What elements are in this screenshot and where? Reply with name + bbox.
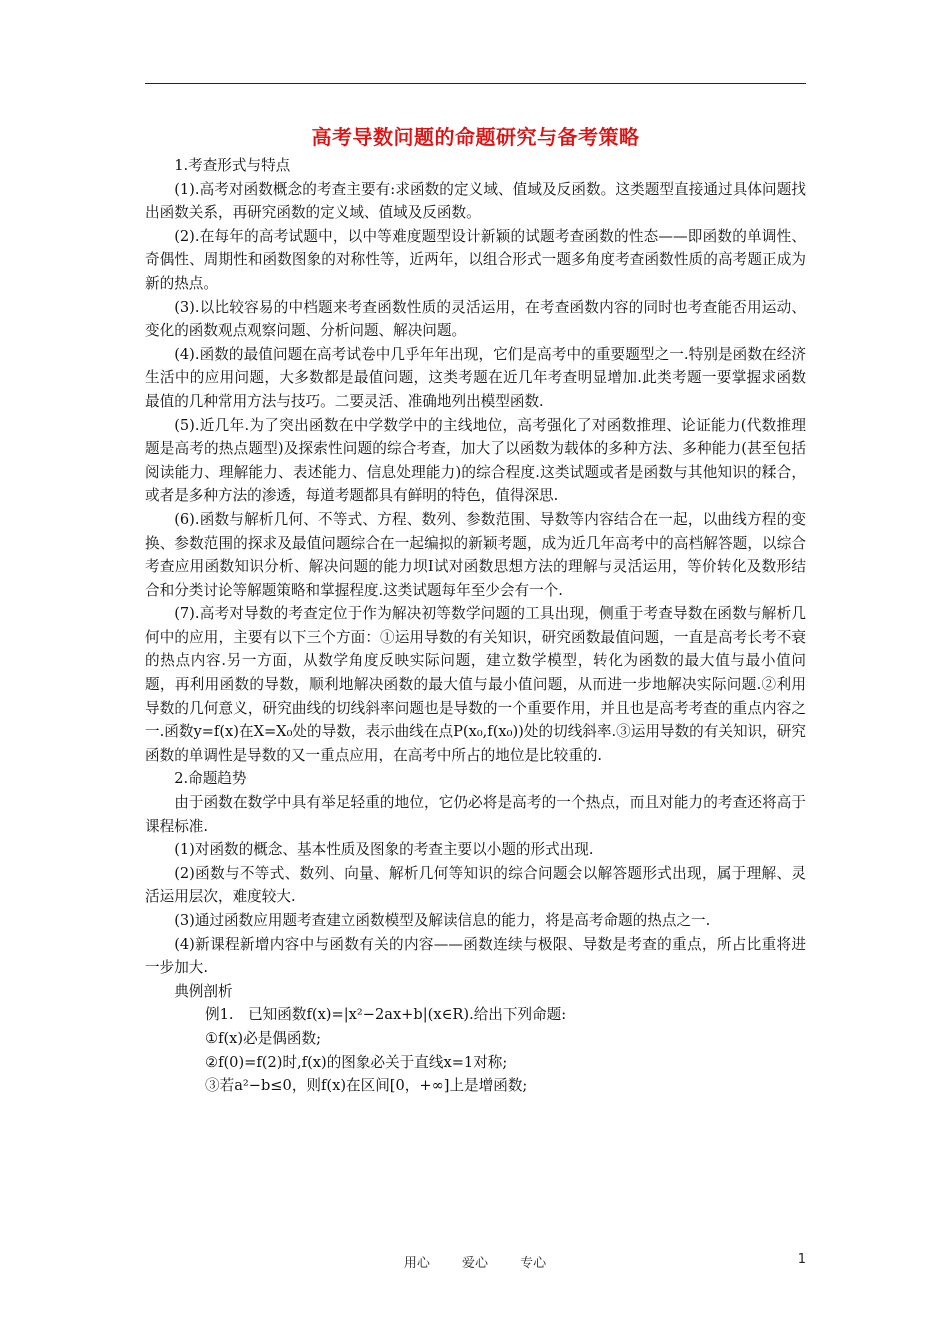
section-heading: 2.命题趋势 — [174, 770, 247, 788]
footer-word: 爱心 — [461, 1256, 488, 1271]
paragraph: 1.考查形式与特点 — [174, 157, 291, 174]
paragraph: (2)函数与不等式、数列、向量、解析几何等知识的综合问题会以解答题形式出现，属于理解、灵活运用层次，难度较大. — [145, 864, 806, 906]
paragraph: (1)对函数的概念、基本性质及图象的考查主要以小题的形式出现. — [174, 841, 594, 859]
page-title: 高考导数问题的命题研究与备考策略 — [311, 125, 640, 149]
example-item: ②f(0)=f(2)时,f(x)的图象必关于直线x=1对称; — [205, 1053, 508, 1071]
example-statement: 例1. 已知函数f(x)=|x²−2ax+b|(x∈R).给出下列命题: — [205, 1006, 567, 1024]
paragraph: (6).函数与解析几何、不等式、方程、数列、参数范围、导数等内容结合在一起，以曲线方程的变换、参数范围的探求及最值问题综合在一起编拟的新颖考题，成为近几年高考中的高档解答题，以综合考查应用函数知识分析、解决问题的能力坝Ⅰ试对函数思想方法的理解与灵活运用，等价转化及数形结合和分类讨论等解题策略和掌握程度.这类试题每年至少会有一个. — [145, 510, 806, 599]
paragraph: (1).高考对函数概念的考查主要有:求函数的定义域、值域及反函数。这类题型直接通过具体问题找出函数关系，再研究函数的定义域、值域及反函数。 — [145, 180, 806, 222]
paragraph: (5).近几年.为了突出函数在中学数学中的主线地位，高考强化了对函数推理、论证能力(代数推理题是高考的热点题型)及探索性问题的综合考查，加大了以函数为载体的多种方法、多种能力(甚至包括阅读能力、理解能力、表述能力、信息处理能力)的综合程度.这类试题或者是函数与其他知识的糅合，或者是多种方法的渗透，每道考题都具有鲜明的特色，值得深思. — [145, 416, 806, 505]
paragraph: (3)通过函数应用题考查建立函数模型及解读信息的能力，将是高考命题的热点之一. — [174, 912, 711, 929]
footer-word: 专心 — [520, 1256, 547, 1271]
paragraph: (2).在每年的高考试题中，以中等难度题型设计新颖的试题考查函数的性态——即函数的单调性、奇偶性、周期性和函数图象的对称性等，近两年，以组合形式一题多角度考查函数性质的高考题正成为新的热点。 — [145, 227, 806, 292]
paragraph: (4)新课程新增内容中与函数有关的内容——函数连续与极限、导数是考查的重点，所占比重将进一步加大. — [145, 935, 806, 977]
example-item: ①f(x)必是偶函数; — [205, 1029, 321, 1047]
page-content — [145, 120, 806, 1098]
footer-word: 用心 — [403, 1256, 430, 1271]
header-rule — [145, 83, 806, 84]
paragraph: (7).高考对导数的考查定位于作为解决初等数学问题的工具出现，侧重于考查导数在函数与解析几何中的应用，主要有以下三个方面：①运用导数的有关知识，研究函数最值问题，一直是高考长考不衰的热点内容.另一方面，从数学角度反映实际问题，建立数学模型，转化为函数的最大值与最小值问题，再利用函数的导数，顺利地解决函数的最大值与最小值问题，从而进一步地解决实际问题.②利用导数的几何意义，研究曲线的切线斜率问题也是导数的一个重要作用，并且也是高考考查的重点内容之一.函数y=f(x)在X=X₀处的导数，表示曲线在点P(x₀,f(x₀))处的切线斜率.③运用导数的有关知识，研究函数的单调性是导数的又一重点应用，在高考中所占的地位是比较重的. — [145, 605, 806, 764]
paragraph: (4).函数的最值问题在高考试卷中几乎年年出现，它们是高考中的重要题型之一.特别是函数在经济生活中的应用问题，大多数都是最值问题，这类考题在近几年考查明显增加.此类考题一要掌握求函数最值的几种常用方法与技巧。二要灵活、准确地列出模型函数. — [145, 345, 806, 410]
page-footer — [0, 1252, 950, 1272]
section-heading: 典例剖析 — [174, 982, 233, 1000]
footer-slogan — [0, 1252, 950, 1271]
example-item: ③若a²−b≤0，则f(x)在区间[0，+∞]上是增函数; — [205, 1077, 528, 1095]
page-number: 1 — [797, 1252, 806, 1267]
paragraph: (3).以比较容易的中档题来考查函数性质的灵活运用，在考查函数内容的同时也考查能否用运动、变化的函数观点观察问题、分析问题、解决问题。 — [145, 298, 806, 340]
paragraph: 由于函数在数学中具有举足轻重的地位，它仍必将是高考的一个热点，而且对能力的考查还将高于课程标准. — [145, 794, 806, 835]
